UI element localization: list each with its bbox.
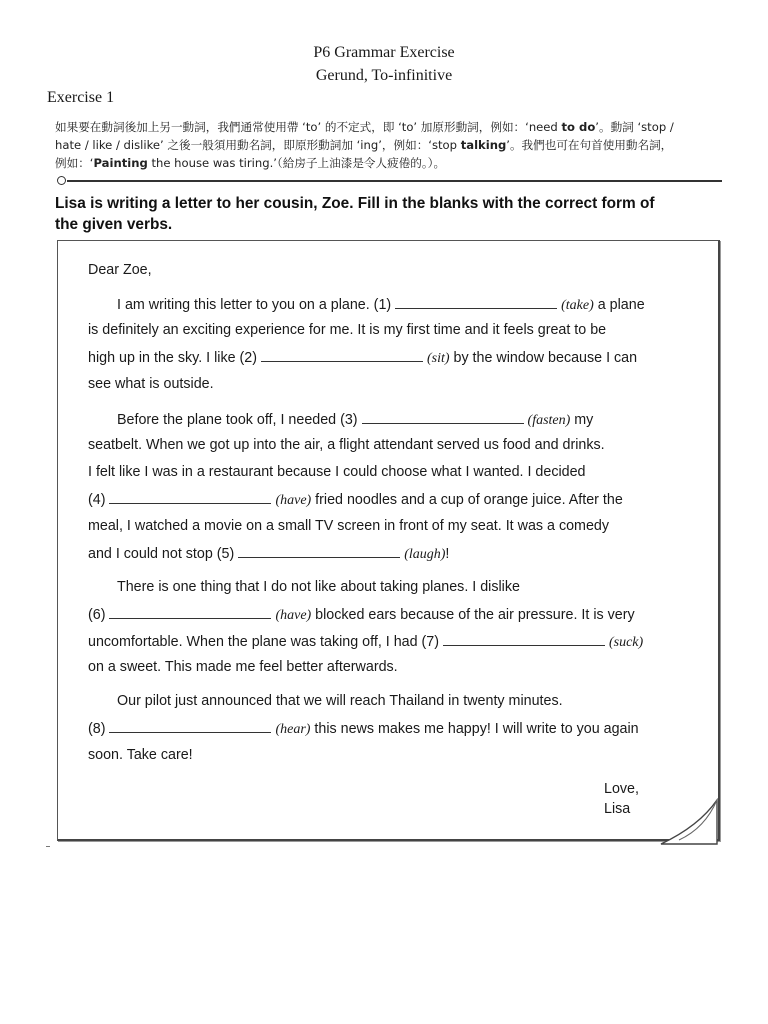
- task-instruction: Lisa is writing a letter to her cousin, Zoe. Fill in the blanks with the correct form of the given verbs.: [55, 195, 655, 233]
- verb-hint-2: (sit): [426, 351, 450, 366]
- blank-6[interactable]: [109, 606, 271, 619]
- divider-circle-icon: [57, 176, 66, 185]
- verb-hint-3: (fasten): [527, 413, 571, 428]
- letter-signature: Lisa: [604, 801, 631, 817]
- instruction-line-3: 例如：‘Painting the house was tiring.’（給房子上油漆是令人疲倦的。）。: [55, 156, 446, 170]
- letter-line: on a sweet. This made me feel better afterwards.: [88, 659, 398, 675]
- blank-5[interactable]: [238, 545, 400, 558]
- letter-closing: Love,: [604, 781, 639, 797]
- verb-hint-4: (have): [275, 493, 312, 508]
- letter-line: Before the plane took off, I needed (3) (fasten) my: [117, 412, 594, 428]
- blank-7[interactable]: [443, 633, 605, 646]
- letter-line: (8) (hear) this news makes me happy! I will write to you again: [88, 721, 639, 737]
- exercise-label: Exercise 1: [47, 89, 115, 106]
- page-title: P6 Grammar Exercise: [313, 44, 455, 61]
- instruction-line-1: 如果要在動詞後加上另一動詞，我們通常使用帶 ‘to’ 的不定式，即 ‘to’ 加原形動詞，例如：‘need to do’。動詞 ‘stop /: [55, 120, 674, 134]
- instruction-box: [55, 118, 723, 172]
- blank-3[interactable]: [362, 411, 524, 424]
- letter-line: I am writing this letter to you on a plane. (1) (take) a plane: [117, 297, 645, 313]
- letter-line: high up in the sky. I like (2) (sit) by the window because I can: [88, 350, 638, 366]
- letter-line: meal, I watched a movie on a small TV screen in front of my seat. It was a comedy: [88, 518, 609, 534]
- verb-hint-7: (suck): [608, 635, 644, 650]
- page-curl-icon: [659, 798, 721, 846]
- letter-line: is definitely an exciting experience for me. It is my first time and it feels great to be: [88, 322, 607, 338]
- letter-line: uncomfortable. When the plane was taking off, I had (7) (suck): [88, 634, 644, 650]
- page-subtitle: Gerund, To-infinitive: [315, 67, 453, 84]
- letter-line: (4) (have) fried noodles and a cup of orange juice. After the: [88, 492, 623, 508]
- letter-line: There is one thing that I do not like about taking planes. I dislike: [117, 579, 520, 595]
- verb-hint-1: (take): [561, 298, 594, 313]
- blank-4[interactable]: [109, 491, 271, 504]
- verb-hint-6: (have): [275, 608, 312, 623]
- example-talking: talking: [460, 138, 507, 152]
- example-to-do: to do: [561, 120, 596, 134]
- blank-2[interactable]: [261, 349, 423, 362]
- letter-line: and I could not stop (5) (laugh)!: [88, 546, 450, 562]
- verb-hint-8: (hear): [275, 722, 311, 737]
- section-divider: [57, 178, 722, 184]
- letter-line: seatbelt. When we got up into the air, a flight attendant served us food and drinks.: [88, 437, 605, 453]
- example-painting: Painting: [93, 156, 148, 170]
- instruction-line-2: hate / like / dislike’ 之後一般須用動名詞，即原形動詞加 ‘ing’，例如：‘stop talking’。我們也可在句首使用動名詞，: [55, 138, 673, 152]
- letter-greeting: Dear Zoe,: [88, 262, 152, 278]
- letter-line: Our pilot just announced that we will reach Thailand in twenty minutes.: [117, 693, 563, 709]
- letter-line: see what is outside.: [88, 376, 214, 392]
- blank-1[interactable]: [395, 296, 557, 309]
- letter-line: soon. Take care!: [88, 747, 193, 763]
- letter-line: (6) (have) blocked ears because of the air pressure. It is very: [88, 607, 635, 623]
- verb-hint-5: (laugh): [404, 547, 446, 562]
- letter-line: I felt like I was in a restaurant because I could choose what I wanted. I decided: [88, 464, 586, 480]
- blank-8[interactable]: [109, 720, 271, 733]
